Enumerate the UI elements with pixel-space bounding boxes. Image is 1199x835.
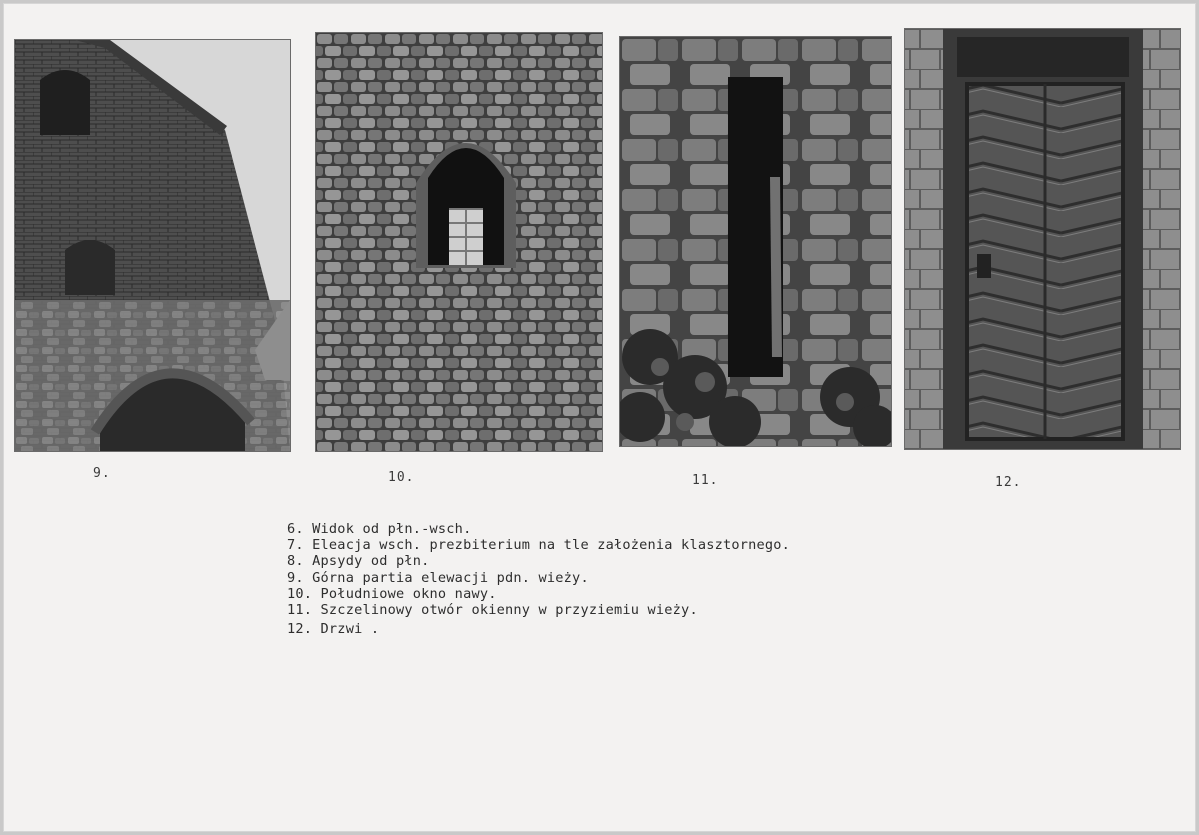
photo-11-slit-window	[620, 37, 891, 446]
caption-9: 9. Górna partia elewacji pdn. wieży.	[287, 569, 589, 586]
photo-number-12: 12.	[995, 475, 1022, 490]
photo-10-nave-window	[316, 33, 602, 451]
caption-8: 8. Apsydy od płn.	[287, 553, 430, 570]
document-sheet	[3, 3, 1196, 832]
caption-10: 10. Południowe okno nawy.	[287, 585, 497, 602]
caption-12: 12. Drzwi .	[287, 621, 380, 638]
photo-number-11: 11.	[692, 473, 719, 488]
caption-11: 11. Szczelinowy otwór okienny w przyziemiu wieży.	[287, 602, 698, 619]
caption-list	[287, 521, 790, 637]
caption-7: 7. Eleacja wsch. prezbiterium na tle założenia klasztornego.	[287, 537, 791, 554]
photo-12-door	[905, 29, 1180, 449]
photo-number-10: 10.	[388, 470, 415, 485]
caption-6: 6. Widok od płn.-wsch.	[287, 521, 472, 537]
photo-9-tower-elevation	[15, 40, 290, 451]
photo-number-9: 9.	[93, 466, 111, 481]
